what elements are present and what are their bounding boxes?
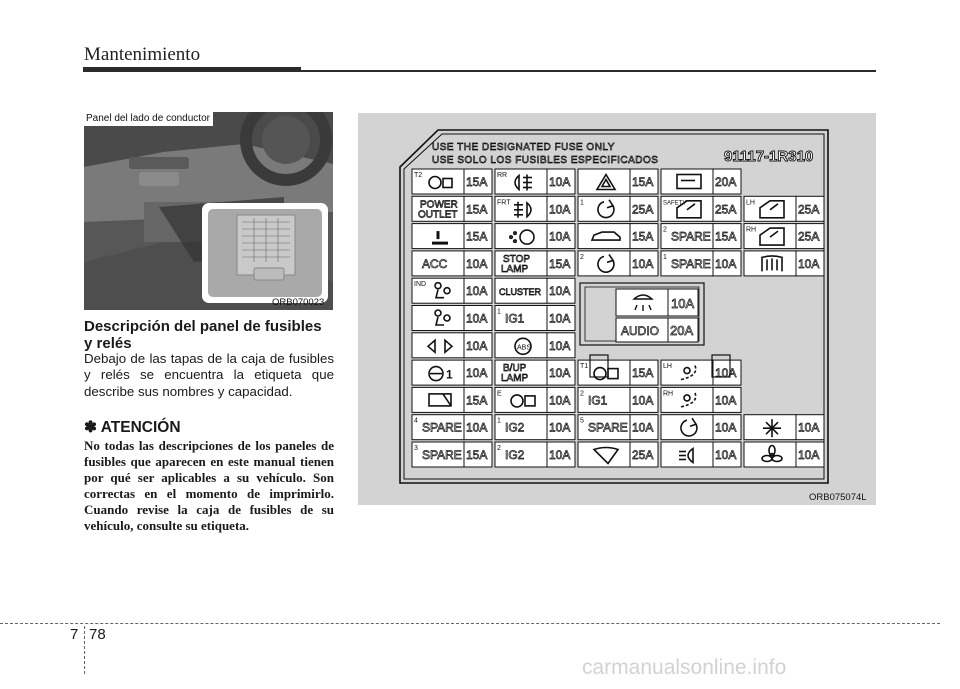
svg-text:ABS: ABS [517, 344, 532, 352]
fuse-cell [661, 224, 741, 249]
relay-dome-cell [616, 289, 698, 316]
fuse-cell [412, 415, 492, 440]
audio-cell [616, 318, 698, 342]
fuse-cell [495, 415, 575, 440]
fuse-cell [578, 196, 658, 221]
fuse-amp: 10A [549, 229, 571, 244]
fuse-sup-label: E [497, 390, 502, 398]
fuse-sup-label: T2 [414, 172, 423, 179]
fuse-sup-label: RH [663, 390, 674, 398]
fuse-cell [412, 387, 492, 412]
fuse-name-line2: OUTLET [418, 209, 458, 221]
fuse-cell [412, 169, 492, 194]
fuse-name: CLUSTER [499, 287, 542, 298]
fuse-cell [578, 169, 658, 194]
photo-label: Panel del lado de conductor [84, 112, 213, 126]
fuse-amp: 10A [549, 311, 571, 326]
fuse-cell [578, 415, 658, 440]
fuse-cell [661, 196, 741, 221]
fuse-cell [495, 196, 575, 221]
section-title: Mantenimiento [84, 44, 201, 65]
fuse-sup-label: 2 [663, 226, 667, 234]
page-chapter: 7 [70, 626, 79, 643]
page-number: 78 [89, 626, 106, 643]
header-rule-thick [83, 67, 301, 72]
fuse-cell [578, 387, 658, 412]
fuse-sup-label: RR [497, 172, 508, 179]
fuse-amp: 10A [632, 420, 654, 435]
fuse-amp: 10A [715, 448, 737, 462]
header-rule-thin [301, 70, 876, 72]
section-heading: Descripción del panel de fusibles y relés [84, 318, 322, 352]
fuse-panel-diagram [358, 113, 876, 505]
fuse-amp: 10A [466, 284, 488, 299]
fuse-cell [412, 333, 492, 358]
fuse-cell [661, 251, 741, 276]
fuse-amp: 25A [798, 202, 820, 217]
fuse-amp: 10A [715, 393, 737, 408]
fuse-cell [661, 360, 741, 385]
fuse-amp: 10A [715, 420, 737, 435]
fuse-cell [412, 306, 492, 331]
fuse-name-line1: STOP [503, 253, 531, 265]
fuse-name: SPARE [671, 256, 711, 271]
fuse-cell [412, 196, 492, 221]
fuse-cell [578, 224, 658, 249]
fuse-name: SPARE [671, 229, 711, 244]
fuse-header-line2: USE SOLO LOS FUSIBLES ESPECIFICADOS [432, 155, 659, 166]
fuse-sup-label: 1 [497, 308, 501, 316]
fuse-name: IG1 [588, 393, 608, 408]
dashboard-photo-image [84, 112, 333, 310]
fuse-name: SPARE [422, 448, 462, 462]
fuse-cell [661, 415, 741, 440]
fuse-name: ACC [422, 256, 448, 271]
attention-title: ✽ ATENCIÓN [84, 419, 181, 436]
fuse-cell [495, 278, 575, 303]
photo-code: ORB070023 [272, 297, 325, 308]
description-text: Debajo de las tapas de la caja de fusibles y relés se encuentra la etiqueta que describe sus nombres y capacidad. [84, 351, 334, 399]
fuse-amp: 10A [798, 420, 820, 435]
fuse-amp: 10A [466, 256, 488, 271]
fuse-amp: 10A [466, 338, 488, 353]
fuse-cell [495, 333, 575, 358]
fuse-cell [495, 224, 575, 249]
fuse-cell [412, 251, 492, 276]
fuse-sup-label: 2 [580, 253, 584, 261]
fuse-amp: 10A [466, 311, 488, 326]
fuse-amp: 10A [632, 256, 654, 271]
fuse-amp: 15A [715, 229, 737, 244]
fuse-sup-label: 4 [414, 417, 418, 425]
fuse-amp: 10A [466, 366, 488, 381]
fuse-sup-label: 2 [497, 445, 501, 452]
fuse-amp: 15A [466, 393, 488, 408]
fuse-name-line2: LAMP [501, 263, 529, 275]
fuse-amp: 10A [798, 256, 820, 271]
dashboard-photo [84, 112, 333, 310]
fuse-name-line1: POWER [420, 199, 458, 211]
fuse-sup-label: 1 [663, 253, 667, 261]
fuse-cell [495, 360, 575, 385]
fuse-cell [495, 306, 575, 331]
fuse-cell [744, 442, 824, 467]
fuse-amp: 10A [549, 284, 571, 299]
fuse-amp: 15A [466, 202, 488, 217]
audio-amp: 20A [670, 323, 694, 338]
fuse-cell [495, 251, 575, 276]
fuse-amp: 25A [632, 202, 654, 217]
fuse-amp: 15A [632, 175, 654, 189]
fuse-panel-svg [358, 113, 876, 505]
audio-label: AUDIO [621, 324, 660, 338]
fuse-part-number: 91117-1R310 [724, 148, 814, 165]
fuse-name: SPARE [422, 420, 462, 435]
fuse-cell [661, 442, 741, 467]
fuse-amp: 10A [632, 393, 654, 408]
fuse-amp: 15A [632, 229, 654, 244]
fuse-amp: 15A [632, 366, 654, 381]
fuse-sup-label: 1 [497, 417, 501, 425]
fuse-amp: 10A [549, 393, 571, 408]
fuse-name: IG1 [505, 311, 525, 326]
fuse-sup-label: IND [414, 281, 427, 289]
fuse-cell [744, 251, 824, 276]
fuse-amp: 15A [466, 448, 488, 462]
fuse-amp: 10A [715, 256, 737, 271]
fuse-sup-label: FRT [497, 199, 511, 207]
fuse-sup-label: LH [663, 363, 672, 371]
fuse-cell [412, 360, 492, 385]
relay-top-amp: 10A [671, 296, 695, 311]
fuse-name: IG2 [505, 420, 525, 435]
fuse-sup-label: SAFETY [663, 200, 687, 207]
fuse-amp: 10A [549, 420, 571, 435]
fuse-cell [412, 224, 492, 249]
fuse-sup-label: 2 [580, 390, 584, 398]
fuse-cell [412, 278, 492, 303]
fuse-sup-label: 3 [414, 445, 418, 452]
fuse-sup-label: RH [746, 226, 757, 234]
fuse-amp: 10A [549, 366, 571, 381]
fuse-cell [744, 415, 824, 440]
fuse-sup-label: 5 [580, 417, 584, 425]
fuse-cell [744, 224, 824, 249]
fuse-amp: 10A [715, 366, 737, 381]
fuse-sup-label: LH [746, 199, 755, 207]
fuse-amp: 15A [466, 229, 488, 244]
fuse-amp: 25A [715, 202, 737, 217]
fuse-name-line1: B/UP [503, 363, 527, 375]
fuse-amp: 25A [632, 448, 654, 462]
svg-text:1: 1 [446, 367, 453, 382]
fuse-amp: 15A [466, 175, 488, 189]
fuse-amp: 10A [549, 448, 571, 462]
watermark: carmanualsonline.info [582, 656, 787, 679]
fuse-header-line1: USE THE DESIGNATED FUSE ONLY [432, 142, 615, 153]
fuse-cell [661, 169, 741, 194]
fuse-cell [578, 251, 658, 276]
fuse-sup-label: T1 [580, 363, 589, 371]
fuse-name: SPARE [588, 420, 628, 435]
footer-vrule [84, 626, 85, 674]
fuse-cell [578, 442, 658, 467]
fuse-amp: 20A [715, 175, 737, 189]
fuse-cell [495, 387, 575, 412]
fuse-name-line2: LAMP [501, 373, 529, 385]
fuse-amp: 10A [466, 420, 488, 435]
fuse-amp: 10A [798, 448, 820, 462]
fuse-cell [744, 196, 824, 221]
footer-rule [0, 623, 940, 624]
fuse-cell [661, 387, 741, 412]
diagram-code: ORB075074L [809, 492, 867, 503]
fuse-amp: 10A [549, 202, 571, 217]
fuse-cell [412, 442, 492, 467]
fuse-sup-label: 1 [580, 199, 584, 207]
fuse-amp: 15A [549, 256, 571, 271]
attention-text: No todas las descripciones de los paneles de fusibles que aparecen en este manual tienen por qué ser aplicables a su vehículo. Son correctas en el momento de imprimirlo. Cuando revise la caja de fusibles de su vehículo, consulte su etiqueta. [84, 438, 334, 534]
fuse-amp: 10A [549, 175, 571, 189]
fuse-name: IG2 [505, 448, 525, 462]
fuse-amp: 25A [798, 229, 820, 244]
fuse-cell [495, 169, 575, 194]
fuse-cell [495, 442, 575, 467]
fuse-amp: 10A [549, 338, 571, 353]
